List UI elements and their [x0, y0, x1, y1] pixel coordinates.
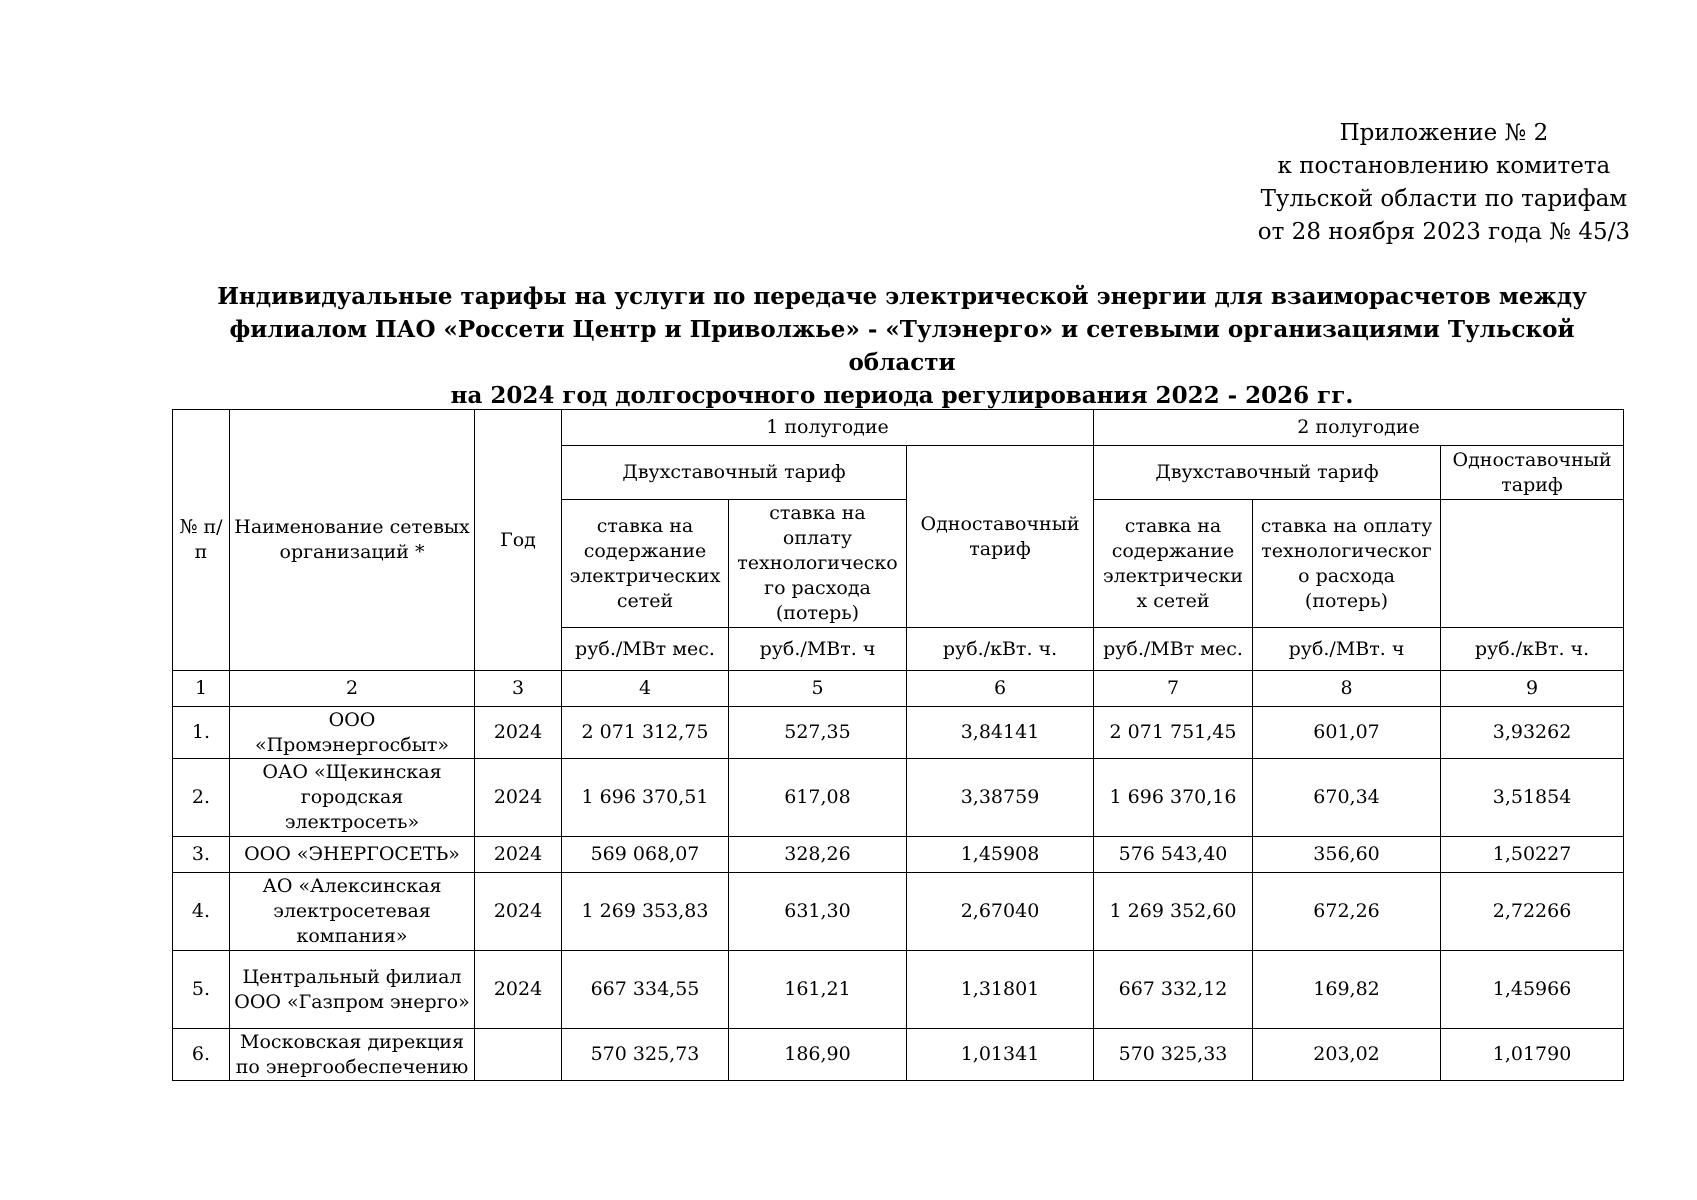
value-cell: 2,72266 — [1441, 873, 1624, 951]
header-maintenance-rate-1: ставка на содержание электрических сетей — [562, 500, 729, 628]
value-cell: 601,07 — [1253, 707, 1441, 759]
header-maintenance-rate-2: ставка на содержание электрически х сетей — [1094, 500, 1253, 628]
header-empty-cell — [1441, 500, 1624, 628]
column-number-row — [173, 671, 1624, 707]
column-number: 1 — [173, 671, 230, 707]
header-single-rate-2: Одноставочный тариф — [1441, 446, 1624, 500]
row-num: 3. — [173, 837, 230, 873]
org-name: Центральный филиал ООО «Газпром энерго» — [230, 951, 475, 1029]
table-row — [173, 837, 1624, 873]
header-two-rate-2: Двухставочный тариф — [1094, 446, 1441, 500]
value-cell: 186,90 — [729, 1029, 907, 1081]
row-year: 2024 — [475, 759, 562, 837]
value-cell: 1,01790 — [1441, 1029, 1624, 1081]
value-cell: 2 071 751,45 — [1094, 707, 1253, 759]
appendix-line: Приложение № 2 — [1339, 120, 1549, 146]
column-number: 7 — [1094, 671, 1253, 707]
value-cell: 617,08 — [729, 759, 907, 837]
table-row — [173, 759, 1624, 837]
value-cell: 672,26 — [1253, 873, 1441, 951]
value-cell: 169,82 — [1253, 951, 1441, 1029]
value-cell: 1 696 370,16 — [1094, 759, 1253, 837]
table-row — [173, 951, 1624, 1029]
table-row — [173, 707, 1624, 759]
header-name: Наименование сетевых организаций * — [230, 410, 475, 671]
value-cell: 2 071 312,75 — [562, 707, 729, 759]
column-number: 8 — [1253, 671, 1441, 707]
appendix-line: к постановлению комитета — [1277, 153, 1611, 179]
org-name: ОАО «Щекинская городская электросеть» — [230, 759, 475, 837]
document-title — [172, 280, 1632, 412]
header-year: Год — [475, 410, 562, 671]
value-cell: 1 269 353,83 — [562, 873, 729, 951]
value-cell: 1,50227 — [1441, 837, 1624, 873]
value-cell: 1,45908 — [907, 837, 1094, 873]
unit-cell: руб./МВт. ч — [729, 628, 907, 671]
column-number: 9 — [1441, 671, 1624, 707]
value-cell: 3,93262 — [1441, 707, 1624, 759]
value-cell: 1,45966 — [1441, 951, 1624, 1029]
appendix-line: от 28 ноября 2023 года № 45/3 — [1257, 219, 1630, 245]
value-cell: 631,30 — [729, 873, 907, 951]
org-name: ООО «Промэнергосбыт» — [230, 707, 475, 759]
row-num: 1. — [173, 707, 230, 759]
unit-cell: руб./МВт. ч — [1253, 628, 1441, 671]
table-row — [173, 1029, 1624, 1081]
row-year: 2024 — [475, 873, 562, 951]
value-cell: 570 325,33 — [1094, 1029, 1253, 1081]
value-cell: 1 269 352,60 — [1094, 873, 1253, 951]
value-cell: 667 334,55 — [562, 951, 729, 1029]
row-num: 6. — [173, 1029, 230, 1081]
row-num: 4. — [173, 873, 230, 951]
value-cell: 1,01341 — [907, 1029, 1094, 1081]
value-cell: 570 325,73 — [562, 1029, 729, 1081]
header-two-rate-1: Двухставочный тариф — [562, 446, 907, 500]
header-num: № п/п — [173, 410, 230, 671]
column-number: 2 — [230, 671, 475, 707]
row-year: 2024 — [475, 951, 562, 1029]
unit-cell: руб./кВт. ч. — [907, 628, 1094, 671]
value-cell: 2,67040 — [907, 873, 1094, 951]
value-cell: 203,02 — [1253, 1029, 1441, 1081]
column-number: 3 — [475, 671, 562, 707]
value-cell: 356,60 — [1253, 837, 1441, 873]
value-cell: 3,51854 — [1441, 759, 1624, 837]
value-cell: 569 068,07 — [562, 837, 729, 873]
header-half2: 2 полугодие — [1094, 410, 1624, 446]
header-single-rate-1: Одноставочный тариф — [907, 446, 1094, 628]
tariffs-table — [172, 409, 1624, 1081]
column-number: 4 — [562, 671, 729, 707]
value-cell: 161,21 — [729, 951, 907, 1029]
column-number: 5 — [729, 671, 907, 707]
appendix-line: Тульской области по тарифам — [1260, 186, 1628, 212]
header-loss-rate-2: ставка на оплату технологическог о расхода (потерь) — [1253, 500, 1441, 628]
org-name: Московская дирекция по энергообеспечению — [230, 1029, 475, 1081]
value-cell: 667 332,12 — [1094, 951, 1253, 1029]
value-cell: 1,31801 — [907, 951, 1094, 1029]
appendix-block — [1258, 117, 1630, 249]
value-cell: 1 696 370,51 — [562, 759, 729, 837]
org-name: ООО «ЭНЕРГОСЕТЬ» — [230, 837, 475, 873]
row-year: 2024 — [475, 707, 562, 759]
header-loss-rate-1: ставка на оплату технологическо го расхода (потерь) — [729, 500, 907, 628]
header-half1: 1 полугодие — [562, 410, 1094, 446]
row-num: 2. — [173, 759, 230, 837]
title-line: на 2024 год долгосрочного периода регулирования 2022 - 2026 гг. — [450, 382, 1354, 409]
value-cell: 670,34 — [1253, 759, 1441, 837]
title-line: Индивидуальные тарифы на услуги по передаче электрической энергии для взаиморасчетов между — [217, 283, 1587, 310]
unit-cell: руб./кВт. ч. — [1441, 628, 1624, 671]
value-cell: 328,26 — [729, 837, 907, 873]
unit-cell: руб./МВт мес. — [1094, 628, 1253, 671]
org-name: АО «Алексинская электросетевая компания» — [230, 873, 475, 951]
row-year — [475, 1029, 562, 1081]
unit-cell: руб./МВт мес. — [562, 628, 729, 671]
value-cell: 576 543,40 — [1094, 837, 1253, 873]
row-year: 2024 — [475, 837, 562, 873]
value-cell: 3,38759 — [907, 759, 1094, 837]
table-row — [173, 873, 1624, 951]
value-cell: 527,35 — [729, 707, 907, 759]
column-number: 6 — [907, 671, 1094, 707]
value-cell: 3,84141 — [907, 707, 1094, 759]
row-num: 5. — [173, 951, 230, 1029]
title-line: филиалом ПАО «Россети Центр и Приволжье» - «Тулэнерго» и сетевыми организациями Тульской области — [229, 316, 1575, 376]
